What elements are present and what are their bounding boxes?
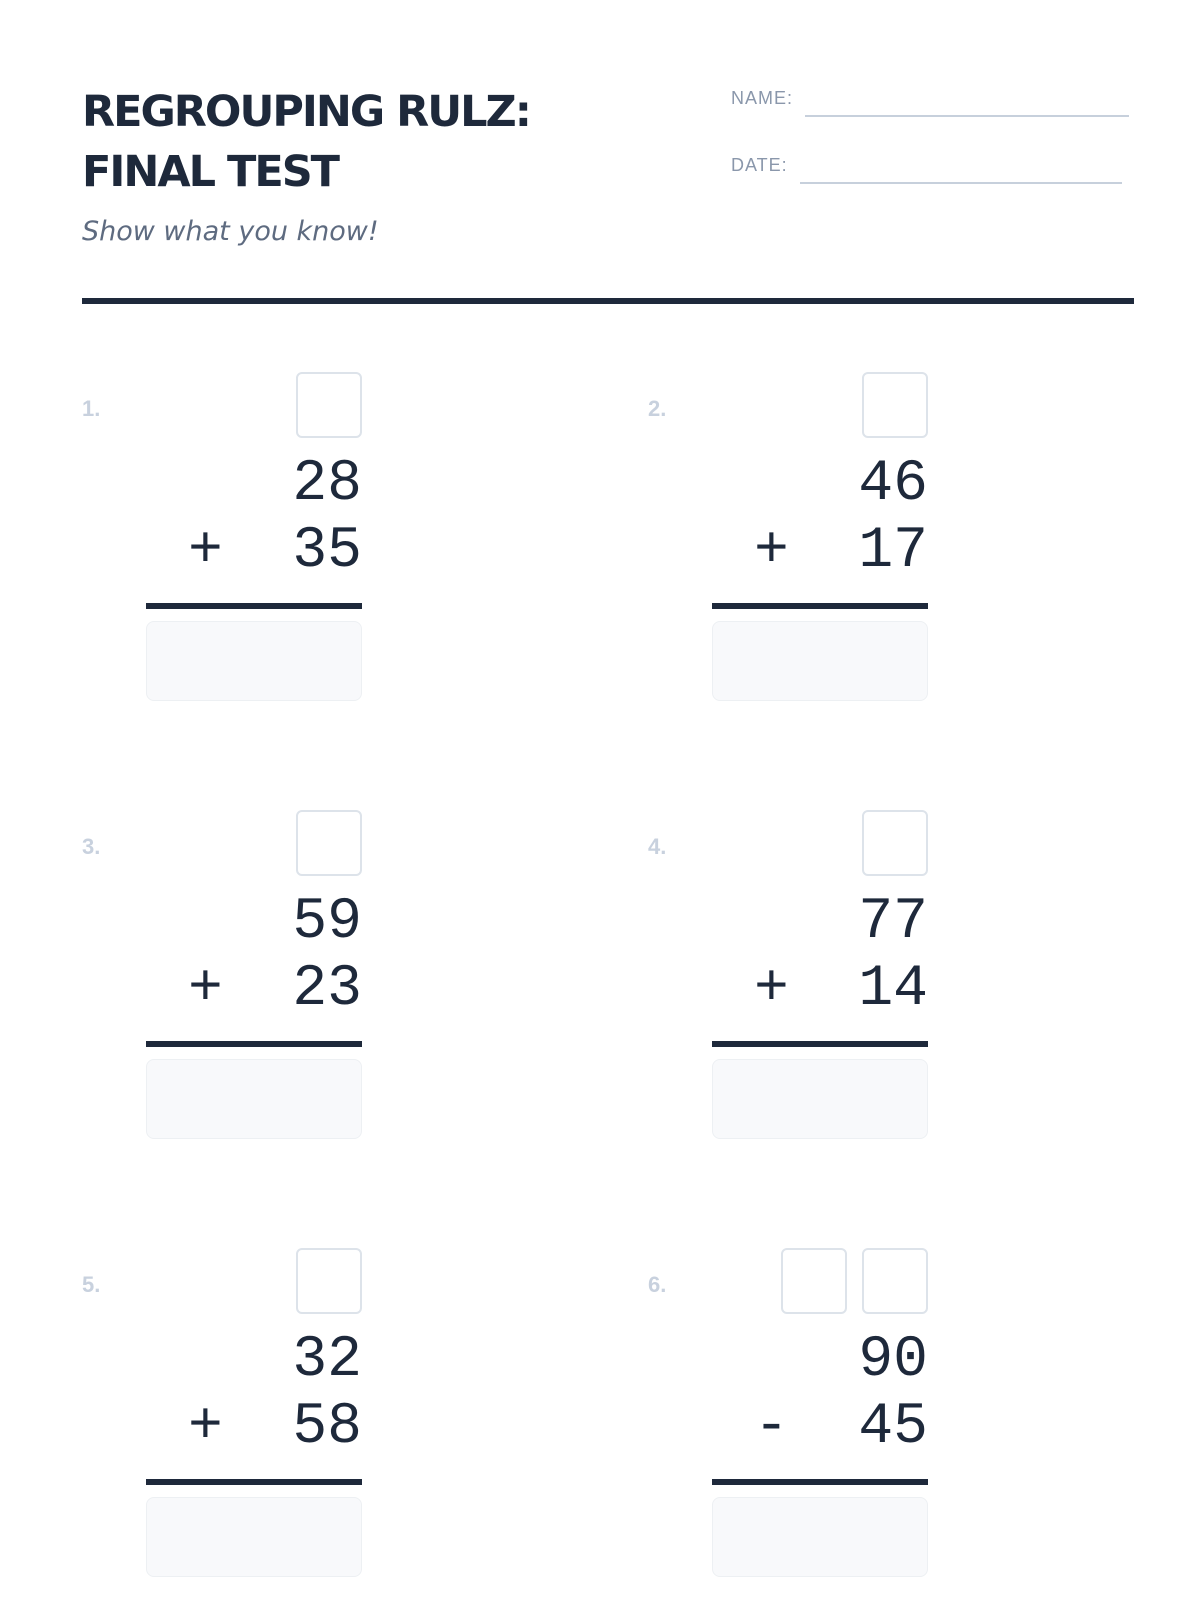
- problem-stack: [146, 372, 446, 732]
- name-row: [731, 88, 1129, 109]
- top-operand: 90: [858, 1328, 928, 1393]
- problem-number: 5.: [82, 1272, 101, 1297]
- carry-box[interactable]: [296, 372, 362, 438]
- sum-rule: [146, 603, 362, 609]
- problem-1: [82, 372, 602, 732]
- bottom-operand-row: [528, 519, 928, 585]
- date-field[interactable]: [800, 182, 1122, 184]
- bottom-operand: 45: [858, 1395, 928, 1460]
- top-operand: 32: [292, 1328, 362, 1393]
- problem-number: 1.: [82, 396, 101, 421]
- bottom-operand: 14: [858, 957, 928, 1022]
- answer-box[interactable]: [146, 1059, 362, 1139]
- carry-box[interactable]: [296, 1248, 362, 1314]
- page-title: [82, 82, 642, 202]
- answer-box[interactable]: [146, 1497, 362, 1577]
- title-line-1: REGROUPING RULZ:: [82, 87, 530, 137]
- bottom-operand: 35: [292, 519, 362, 584]
- problem-stack: [146, 1248, 446, 1608]
- operator: +: [187, 1395, 223, 1460]
- bottom-operand: 23: [292, 957, 362, 1022]
- top-operand: 46: [858, 452, 928, 517]
- carry-box[interactable]: [862, 810, 928, 876]
- problem-6: [648, 1248, 1168, 1608]
- name-field[interactable]: [805, 115, 1129, 117]
- problem-stack: [146, 810, 446, 1170]
- operator: -: [753, 1395, 789, 1460]
- bottom-operand-row: [528, 1395, 928, 1461]
- top-operand: 28: [292, 452, 362, 517]
- carry-box[interactable]: [296, 810, 362, 876]
- operator: +: [753, 957, 789, 1022]
- sum-rule: [712, 1041, 928, 1047]
- operator: +: [753, 519, 789, 584]
- bottom-operand: 58: [292, 1395, 362, 1460]
- problem-4: [648, 810, 1168, 1170]
- date-label: DATE:: [731, 155, 788, 175]
- date-row: [731, 155, 1122, 176]
- operator: +: [187, 957, 223, 1022]
- problem-stack: [712, 810, 1012, 1170]
- sum-rule: [146, 1479, 362, 1485]
- answer-box[interactable]: [712, 621, 928, 701]
- answer-box[interactable]: [712, 1497, 928, 1577]
- problem-2: [648, 372, 1168, 732]
- sum-rule: [146, 1041, 362, 1047]
- problem-3: [82, 810, 602, 1170]
- header-divider: [82, 298, 1134, 304]
- worksheet-header: [82, 82, 1133, 300]
- page-subtitle: Show what you know!: [82, 216, 379, 247]
- sum-rule: [712, 603, 928, 609]
- problem-number: 3.: [82, 834, 101, 859]
- operator: +: [187, 519, 223, 584]
- name-label: NAME:: [731, 88, 794, 108]
- problem-5: [82, 1248, 602, 1608]
- bottom-operand-row: [528, 957, 928, 1023]
- difference-rule: [712, 1479, 928, 1485]
- problem-stack: [712, 1248, 1012, 1608]
- top-operand: 77: [858, 890, 928, 955]
- bottom-operand-row: [0, 1395, 362, 1461]
- answer-box[interactable]: [146, 621, 362, 701]
- carry-box[interactable]: [862, 372, 928, 438]
- answer-box[interactable]: [712, 1059, 928, 1139]
- problem-stack: [712, 372, 1012, 732]
- title-line-2: FINAL TEST: [82, 147, 339, 197]
- borrow-box-ones[interactable]: [862, 1248, 928, 1314]
- bottom-operand-row: [0, 957, 362, 1023]
- bottom-operand: 17: [858, 519, 928, 584]
- borrow-box-tens[interactable]: [781, 1248, 847, 1314]
- problem-number: 4.: [648, 834, 667, 859]
- top-operand: 59: [292, 890, 362, 955]
- problem-number: 6.: [648, 1272, 667, 1297]
- bottom-operand-row: [0, 519, 362, 585]
- problem-number: 2.: [648, 396, 667, 421]
